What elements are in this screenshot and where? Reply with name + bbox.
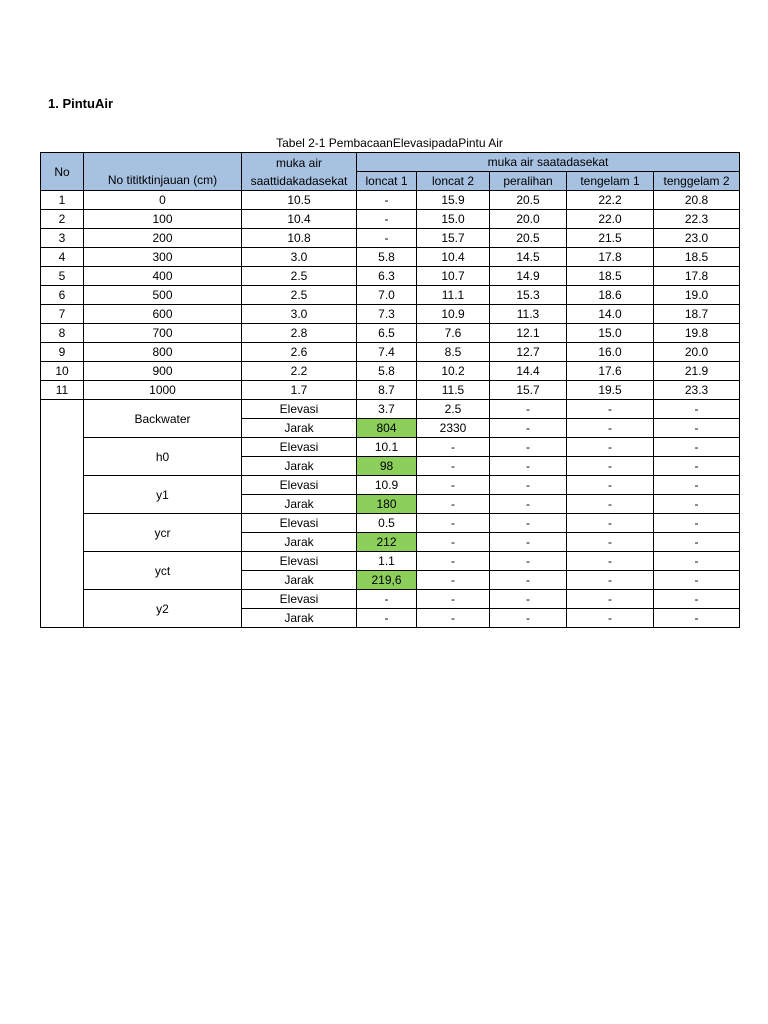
col-header-tenggelam2: tenggelam 2: [654, 172, 740, 191]
table-cell: -: [417, 590, 490, 609]
table-cell: -: [417, 571, 490, 590]
table-cell: 10.9: [357, 476, 417, 495]
param-label: Elevasi: [242, 552, 357, 571]
table-cell: -: [490, 495, 567, 514]
table-cell: -: [357, 210, 417, 229]
table-cell: 18.5: [567, 267, 654, 286]
table-row: [41, 191, 740, 210]
table-cell: -: [567, 552, 654, 571]
table-cell: 5: [41, 267, 84, 286]
table-cell: -: [567, 571, 654, 590]
table-body: [41, 191, 740, 628]
table-cell: -: [417, 476, 490, 495]
table-cell: 3: [41, 229, 84, 248]
table-cell: 10.8: [242, 229, 357, 248]
table-cell: -: [417, 495, 490, 514]
table-cell: -: [654, 533, 740, 552]
table-cell: 200: [84, 229, 242, 248]
table-cell: -: [490, 609, 567, 628]
table-cell: -: [490, 457, 567, 476]
table-cell: 11.5: [417, 381, 490, 400]
table-cell: 7.4: [357, 343, 417, 362]
table-cell: 6: [41, 286, 84, 305]
table-cell: -: [654, 571, 740, 590]
table-cell: 100: [84, 210, 242, 229]
table-row: [41, 229, 740, 248]
table-cell: 9: [41, 343, 84, 362]
col-header-loncat1: loncat 1: [357, 172, 417, 191]
table-cell: 2.6: [242, 343, 357, 362]
table-cell: 0.5: [357, 514, 417, 533]
param-label: Elevasi: [242, 400, 357, 419]
table-cell: 10.5: [242, 191, 357, 210]
col-header-muka-air: [242, 153, 357, 191]
table-cell: 8: [41, 324, 84, 343]
table-row: [41, 286, 740, 305]
table-cell: 4: [41, 248, 84, 267]
col-header-peralihan: peralihan: [490, 172, 567, 191]
table-cell: 23.3: [654, 381, 740, 400]
table-cell: -: [490, 476, 567, 495]
param-row: [41, 552, 740, 571]
table-cell: -: [567, 514, 654, 533]
table-cell: -: [654, 419, 740, 438]
table-cell: 14.0: [567, 305, 654, 324]
table-cell: -: [490, 590, 567, 609]
header-row-1: [41, 153, 740, 172]
table-cell: 7.3: [357, 305, 417, 324]
table-cell: -: [417, 514, 490, 533]
table-cell: 7.6: [417, 324, 490, 343]
param-row: [41, 438, 740, 457]
table-cell: -: [490, 571, 567, 590]
table-cell: 1: [41, 191, 84, 210]
table-cell: 21.5: [567, 229, 654, 248]
table-cell: 15.9: [417, 191, 490, 210]
table-cell: 900: [84, 362, 242, 381]
param-label: Elevasi: [242, 590, 357, 609]
table-cell: 2.5: [242, 267, 357, 286]
table-cell: 15.7: [490, 381, 567, 400]
table-cell: 3.0: [242, 305, 357, 324]
table-cell: 10.4: [242, 210, 357, 229]
table-cell: 20.8: [654, 191, 740, 210]
param-row: [41, 590, 740, 609]
param-label: Jarak: [242, 495, 357, 514]
param-name: y1: [84, 476, 242, 514]
table-cell: 1.7: [242, 381, 357, 400]
table-cell: 16.0: [567, 343, 654, 362]
table-cell: 11: [41, 381, 84, 400]
section-heading: 1. PintuAir: [48, 96, 114, 111]
table-cell: 11.3: [490, 305, 567, 324]
table-cell: -: [490, 438, 567, 457]
param-name: Backwater: [84, 400, 242, 438]
table-cell: 6.5: [357, 324, 417, 343]
table-cell: 19.5: [567, 381, 654, 400]
table-cell: 15.0: [417, 210, 490, 229]
table-cell: -: [654, 438, 740, 457]
elevation-table: [40, 152, 740, 628]
table-cell: 2.5: [242, 286, 357, 305]
table-cell: -: [654, 590, 740, 609]
param-label: Elevasi: [242, 476, 357, 495]
table-cell: -: [490, 419, 567, 438]
table-cell: 17.8: [654, 267, 740, 286]
highlight-cell: 212: [357, 533, 417, 552]
table-cell: 2.8: [242, 324, 357, 343]
table-cell: 2.5: [417, 400, 490, 419]
col-header-group: muka air saatadasekat: [357, 153, 740, 172]
table-cell: 8.7: [357, 381, 417, 400]
param-label: Elevasi: [242, 438, 357, 457]
table-cell: 10: [41, 362, 84, 381]
table-row: [41, 210, 740, 229]
table-caption: Tabel 2-1 PembacaanElevasipadaPintu Air: [276, 136, 503, 150]
highlight-cell: 804: [357, 419, 417, 438]
table-cell: 17.6: [567, 362, 654, 381]
table-cell: 2.2: [242, 362, 357, 381]
table-cell: 12.1: [490, 324, 567, 343]
table-cell: 18.5: [654, 248, 740, 267]
table-cell: -: [417, 438, 490, 457]
table-cell: -: [490, 400, 567, 419]
param-name: h0: [84, 438, 242, 476]
table-cell: -: [567, 609, 654, 628]
table-cell: 22.3: [654, 210, 740, 229]
table-cell: -: [654, 476, 740, 495]
table-cell: -: [567, 438, 654, 457]
param-label: Jarak: [242, 457, 357, 476]
table-cell: 300: [84, 248, 242, 267]
col-header-titik: No tititktinjauan (cm): [84, 153, 242, 191]
param-label: Jarak: [242, 419, 357, 438]
table-cell: 10.1: [357, 438, 417, 457]
table-cell: 20.5: [490, 191, 567, 210]
param-row: [41, 400, 740, 419]
table-cell: -: [654, 514, 740, 533]
table-cell: 11.1: [417, 286, 490, 305]
col-header-no: No: [41, 153, 84, 191]
table-cell: -: [490, 533, 567, 552]
table-cell: 5.8: [357, 362, 417, 381]
table-cell: -: [417, 457, 490, 476]
empty-no-cell: [41, 400, 84, 628]
col-header-tengelam1: tengelam 1: [567, 172, 654, 191]
table-cell: -: [567, 476, 654, 495]
table-cell: 10.7: [417, 267, 490, 286]
param-name: yct: [84, 552, 242, 590]
col-header-loncat2: loncat 2: [417, 172, 490, 191]
table-cell: 400: [84, 267, 242, 286]
param-name: ycr: [84, 514, 242, 552]
table-cell: 3.7: [357, 400, 417, 419]
param-row: [41, 514, 740, 533]
table-cell: 1000: [84, 381, 242, 400]
table-cell: -: [567, 400, 654, 419]
table-cell: 20.5: [490, 229, 567, 248]
table-row: [41, 343, 740, 362]
table-cell: 7.0: [357, 286, 417, 305]
highlight-cell: 180: [357, 495, 417, 514]
param-label: Elevasi: [242, 514, 357, 533]
table-cell: 22.2: [567, 191, 654, 210]
highlight-cell: 219,6: [357, 571, 417, 590]
highlight-cell: 98: [357, 457, 417, 476]
table-cell: -: [417, 552, 490, 571]
table-cell: 15.0: [567, 324, 654, 343]
table-row: [41, 381, 740, 400]
table-cell: 12.7: [490, 343, 567, 362]
table-cell: -: [357, 229, 417, 248]
table-cell: 19.8: [654, 324, 740, 343]
param-label: Jarak: [242, 571, 357, 590]
table-cell: 10.4: [417, 248, 490, 267]
table-cell: 3.0: [242, 248, 357, 267]
table-cell: 700: [84, 324, 242, 343]
table-cell: 8.5: [417, 343, 490, 362]
table-cell: -: [654, 609, 740, 628]
table-cell: 19.0: [654, 286, 740, 305]
table-cell: 15.7: [417, 229, 490, 248]
table-cell: -: [654, 552, 740, 571]
muka-air-line1: muka air: [275, 155, 322, 170]
table-cell: 600: [84, 305, 242, 324]
table-cell: -: [490, 552, 567, 571]
table-cell: 18.7: [654, 305, 740, 324]
table-row: [41, 305, 740, 324]
table-cell: 21.9: [654, 362, 740, 381]
table-cell: -: [490, 514, 567, 533]
table-cell: 0: [84, 191, 242, 210]
param-label: Jarak: [242, 533, 357, 552]
table-cell: -: [417, 533, 490, 552]
table-cell: 7: [41, 305, 84, 324]
muka-air-line2: saattidakadasekat: [250, 173, 348, 188]
table-cell: 10.9: [417, 305, 490, 324]
table-cell: 22.0: [567, 210, 654, 229]
table-cell: 2: [41, 210, 84, 229]
table-cell: 10.2: [417, 362, 490, 381]
table-cell: -: [567, 419, 654, 438]
table-row: [41, 324, 740, 343]
table-cell: 15.3: [490, 286, 567, 305]
table-cell: 14.9: [490, 267, 567, 286]
table-cell: 20.0: [490, 210, 567, 229]
table-cell: 6.3: [357, 267, 417, 286]
table-cell: -: [567, 495, 654, 514]
table-cell: 500: [84, 286, 242, 305]
table-cell: 1.1: [357, 552, 417, 571]
table-cell: 23.0: [654, 229, 740, 248]
table-cell: -: [357, 609, 417, 628]
param-label: Jarak: [242, 609, 357, 628]
table-cell: 800: [84, 343, 242, 362]
table-cell: -: [357, 191, 417, 210]
table-cell: 14.5: [490, 248, 567, 267]
param-name: y2: [84, 590, 242, 628]
table-cell: -: [654, 457, 740, 476]
table-cell: -: [654, 495, 740, 514]
table-cell: -: [417, 609, 490, 628]
table-row: [41, 248, 740, 267]
table-cell: 2330: [417, 419, 490, 438]
table-cell: -: [357, 590, 417, 609]
table-row: [41, 267, 740, 286]
table-cell: -: [567, 590, 654, 609]
table-cell: 20.0: [654, 343, 740, 362]
table-cell: 14.4: [490, 362, 567, 381]
table-cell: -: [654, 400, 740, 419]
table-cell: 18.6: [567, 286, 654, 305]
table-cell: -: [567, 533, 654, 552]
table-row: [41, 362, 740, 381]
table-cell: 17.8: [567, 248, 654, 267]
table-cell: 5.8: [357, 248, 417, 267]
table-cell: -: [567, 457, 654, 476]
param-row: [41, 476, 740, 495]
